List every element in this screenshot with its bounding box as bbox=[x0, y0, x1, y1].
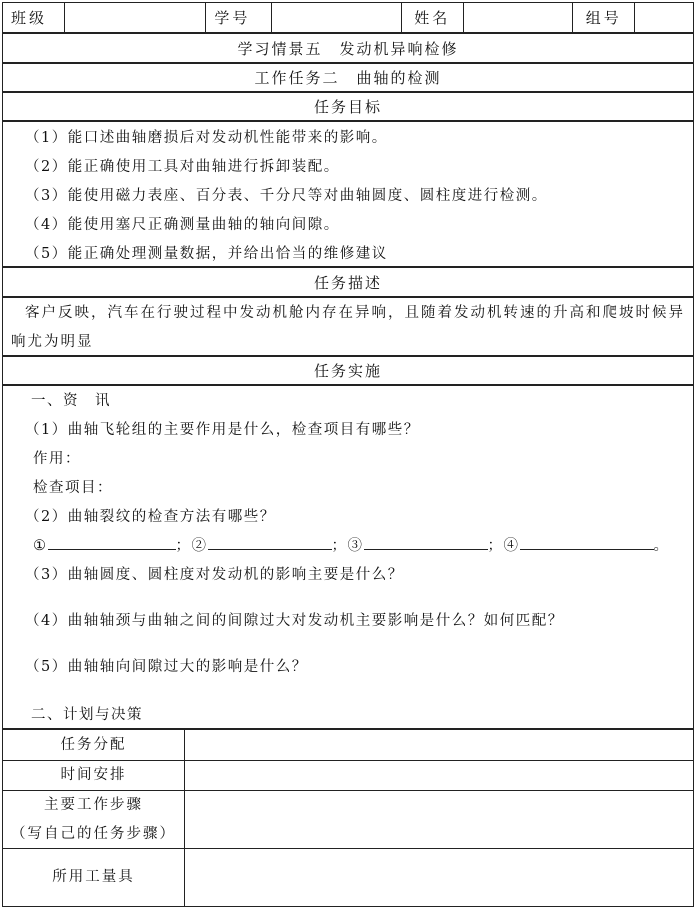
answer-marker-2: ；② bbox=[175, 538, 208, 554]
implementation-body bbox=[2, 385, 694, 729]
answer-blank-1[interactable] bbox=[48, 533, 176, 550]
q2-answer-line bbox=[25, 532, 693, 561]
scenario-title: 学习情景五 发动机异响检修 bbox=[2, 33, 694, 63]
description-heading: 任务描述 bbox=[2, 267, 694, 297]
answer-marker-4: ；④ bbox=[487, 538, 520, 554]
objectives-list bbox=[2, 121, 694, 267]
plan-row-assignment bbox=[2, 729, 694, 761]
q1-function-label: 作用： bbox=[33, 451, 81, 467]
question-1: （1）曲轴飞轮组的主要作用是什么，检查项目有哪些？ bbox=[25, 422, 420, 438]
steps-field[interactable] bbox=[185, 791, 693, 848]
q1-items-label: 检查项目： bbox=[33, 480, 113, 496]
steps-label-note: （写自己的任务步骤） bbox=[11, 825, 176, 842]
task-title: 工作任务二 曲轴的检测 bbox=[2, 63, 694, 92]
info-header-row bbox=[2, 2, 694, 33]
plan-row-schedule bbox=[2, 760, 694, 791]
question-4: （4）曲轴轴颈与曲轴之间的间隙过大对发动机主要影响是什么？如何匹配？ bbox=[25, 613, 564, 629]
implementation-heading: 任务实施 bbox=[2, 356, 694, 385]
plan-row-steps bbox=[2, 790, 694, 849]
section-plan: 二、计划与决策 bbox=[31, 707, 143, 723]
worksheet bbox=[2, 2, 694, 907]
student-id-field[interactable] bbox=[272, 3, 402, 32]
objective-item: （2）能正确使用工具对曲轴进行拆卸装配。 bbox=[25, 159, 340, 175]
tools-field[interactable] bbox=[185, 849, 693, 906]
class-label: 班级 bbox=[3, 3, 65, 32]
objective-item: （4）能使用塞尺正确测量曲轴的轴向间隙。 bbox=[25, 217, 340, 233]
answer-blank-2[interactable] bbox=[208, 533, 332, 550]
schedule-label: 时间安排 bbox=[3, 761, 185, 790]
question-3: （3）曲轴圆度、圆柱度对发动机的影响主要是什么？ bbox=[25, 567, 404, 583]
answer-space-4[interactable] bbox=[25, 636, 693, 653]
task-assignment-label: 任务分配 bbox=[3, 730, 185, 760]
steps-label-main: 主要工作步骤 bbox=[44, 796, 143, 813]
answer-blank-4[interactable] bbox=[520, 533, 654, 550]
name-label: 姓名 bbox=[402, 3, 464, 32]
question-2: （2）曲轴裂纹的检查方法有哪些？ bbox=[25, 509, 276, 525]
tools-label: 所用工量具 bbox=[3, 849, 185, 906]
objectives-heading: 任务目标 bbox=[2, 92, 694, 121]
plan-row-tools bbox=[2, 848, 694, 907]
description-text: 客户反映，汽车在行驶过程中发动机舱内存在异响，且随着发动机转速的升高和爬坡时候异响尤为明显 bbox=[2, 297, 694, 356]
question-5: （5）曲轴轴向间隙过大的影响是什么？ bbox=[25, 659, 308, 675]
steps-label bbox=[3, 791, 185, 848]
objective-item: （3）能使用磁力表座、百分表、千分尺等对曲轴圆度、圆柱度进行检测。 bbox=[25, 188, 548, 204]
answer-marker-3: ；③ bbox=[331, 538, 364, 554]
schedule-field[interactable] bbox=[185, 761, 693, 790]
answer-marker-1: ① bbox=[33, 538, 48, 554]
answer-space-3[interactable] bbox=[25, 590, 693, 607]
answer-end: 。 bbox=[653, 538, 670, 554]
answer-space-5[interactable] bbox=[25, 682, 693, 701]
section-research: 一、资 讯 bbox=[31, 393, 111, 409]
group-field[interactable] bbox=[635, 3, 693, 32]
class-field[interactable] bbox=[65, 3, 207, 32]
task-assignment-field[interactable] bbox=[185, 730, 693, 760]
answer-blank-3[interactable] bbox=[364, 533, 488, 550]
objective-item: （5）能正确处理测量数据，并给出恰当的维修建议 bbox=[25, 246, 388, 262]
objective-item: （1）能口述曲轴磨损后对发动机性能带来的影响。 bbox=[25, 130, 388, 146]
group-label: 组号 bbox=[573, 3, 635, 32]
name-field[interactable] bbox=[464, 3, 574, 32]
student-id-label: 学号 bbox=[206, 3, 272, 32]
